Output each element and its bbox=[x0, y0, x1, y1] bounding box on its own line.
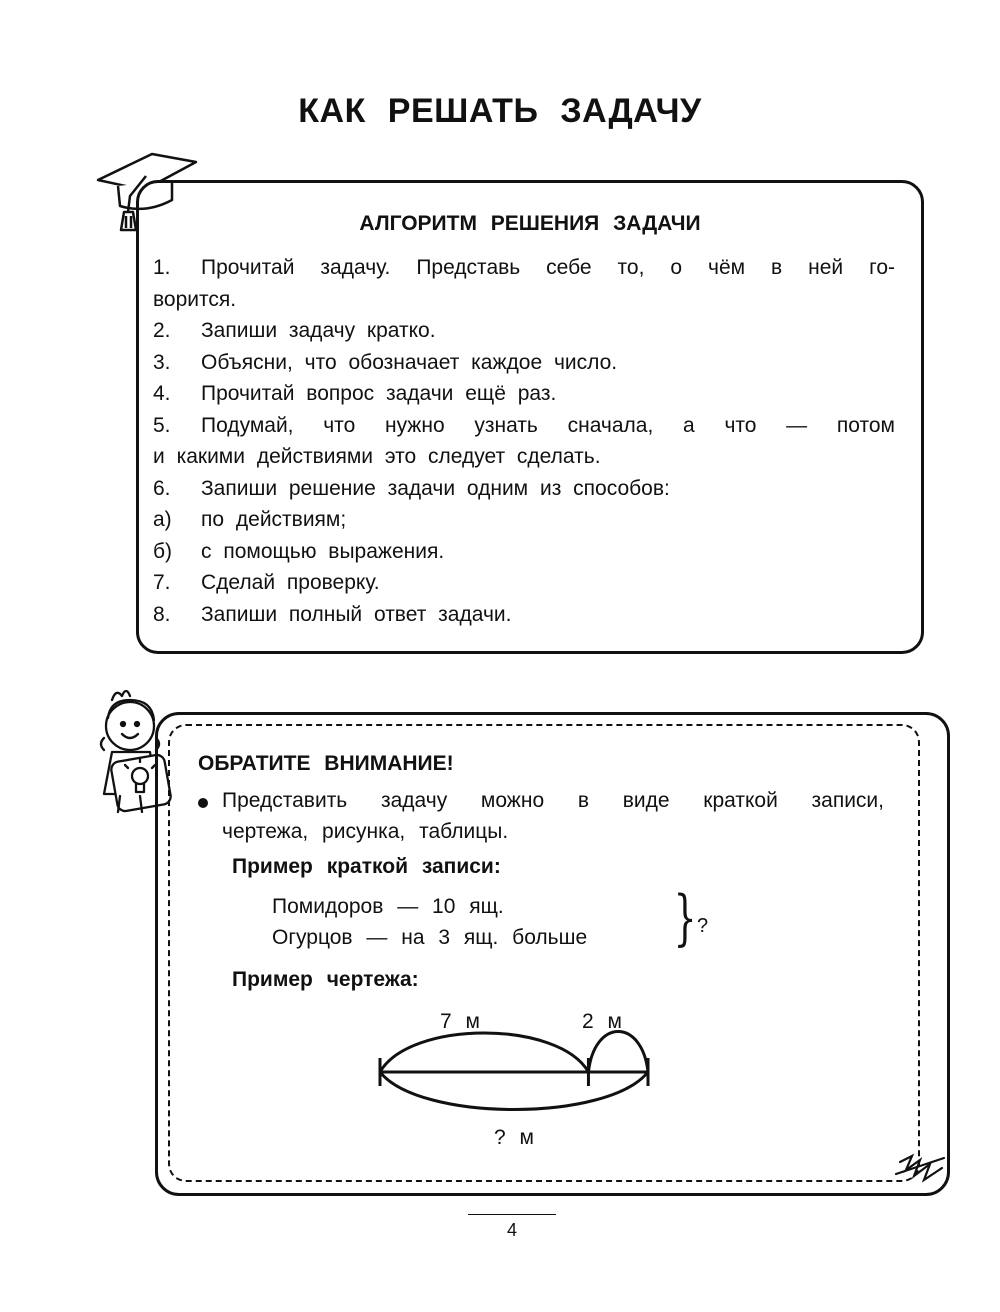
algorithm-heading: АЛГОРИТМ РЕШЕНИЯ ЗАДАЧИ bbox=[359, 212, 701, 235]
short-note-line1: Помидоров — 10 ящ. bbox=[272, 895, 504, 918]
arc-segment-b bbox=[588, 1032, 648, 1073]
total-label: ? м bbox=[494, 1126, 534, 1149]
short-note-line2: Огурцов — на 3 ящ. больше bbox=[272, 926, 588, 949]
item-text: Запиши решение задачи одним из способов: bbox=[201, 476, 670, 500]
brace-question: ? bbox=[697, 915, 709, 937]
item-text: по действиям; bbox=[201, 508, 347, 531]
item-number: 6. bbox=[153, 476, 171, 500]
item-number: 4. bbox=[153, 382, 171, 405]
item-text: Подумай, что нужно узнать сначала, а что — потом bbox=[201, 413, 895, 437]
short-note-title: Пример краткой записи: bbox=[232, 855, 501, 878]
item-text: ворится. bbox=[153, 287, 237, 311]
item-text: Объясни, что обозначает каждое число. bbox=[201, 350, 618, 374]
item-text: Запиши задачу кратко. bbox=[201, 319, 436, 342]
item-text: Сделай проверку. bbox=[201, 571, 380, 594]
bullet-text-line1: Представить задачу можно в виде краткой записи, bbox=[222, 789, 884, 812]
item-number: 8. bbox=[153, 602, 171, 626]
curly-brace-icon: } bbox=[673, 883, 697, 953]
arc-segment-a bbox=[380, 1033, 588, 1072]
bullet-text-line2: чертежа, рисунка, таблицы. bbox=[222, 820, 509, 843]
drawing-title: Пример чертежа: bbox=[232, 968, 419, 991]
attention-heading: ОБРАТИТЕ ВНИМАНИЕ! bbox=[198, 752, 454, 775]
item-number: 7. bbox=[153, 571, 171, 594]
item-number: а) bbox=[153, 508, 172, 531]
item-number: 5. bbox=[153, 413, 171, 437]
segment-b-label: 2 м bbox=[582, 1010, 622, 1033]
page-number: 4 bbox=[506, 1220, 517, 1240]
item-number: 1. bbox=[153, 256, 171, 279]
item-number: 2. bbox=[153, 319, 171, 342]
item-text: Прочитай задачу. Представь себе то, о чём в ней го- bbox=[201, 256, 895, 279]
item-number: 3. bbox=[153, 350, 171, 374]
item-text: Прочитай вопрос задачи ещё раз. bbox=[201, 382, 557, 405]
page-number-rule bbox=[468, 1214, 556, 1215]
segment-a-label: 7 м bbox=[440, 1010, 480, 1033]
item-text: Запиши полный ответ задачи. bbox=[201, 602, 512, 626]
item-text: с помощью выражения. bbox=[201, 539, 445, 563]
item-text: и какими действиями это следует сделать. bbox=[153, 445, 601, 468]
arc-total bbox=[380, 1072, 648, 1110]
item-number: б) bbox=[153, 539, 173, 563]
page-title: КАК РЕШАТЬ ЗАДАЧУ bbox=[298, 92, 702, 130]
